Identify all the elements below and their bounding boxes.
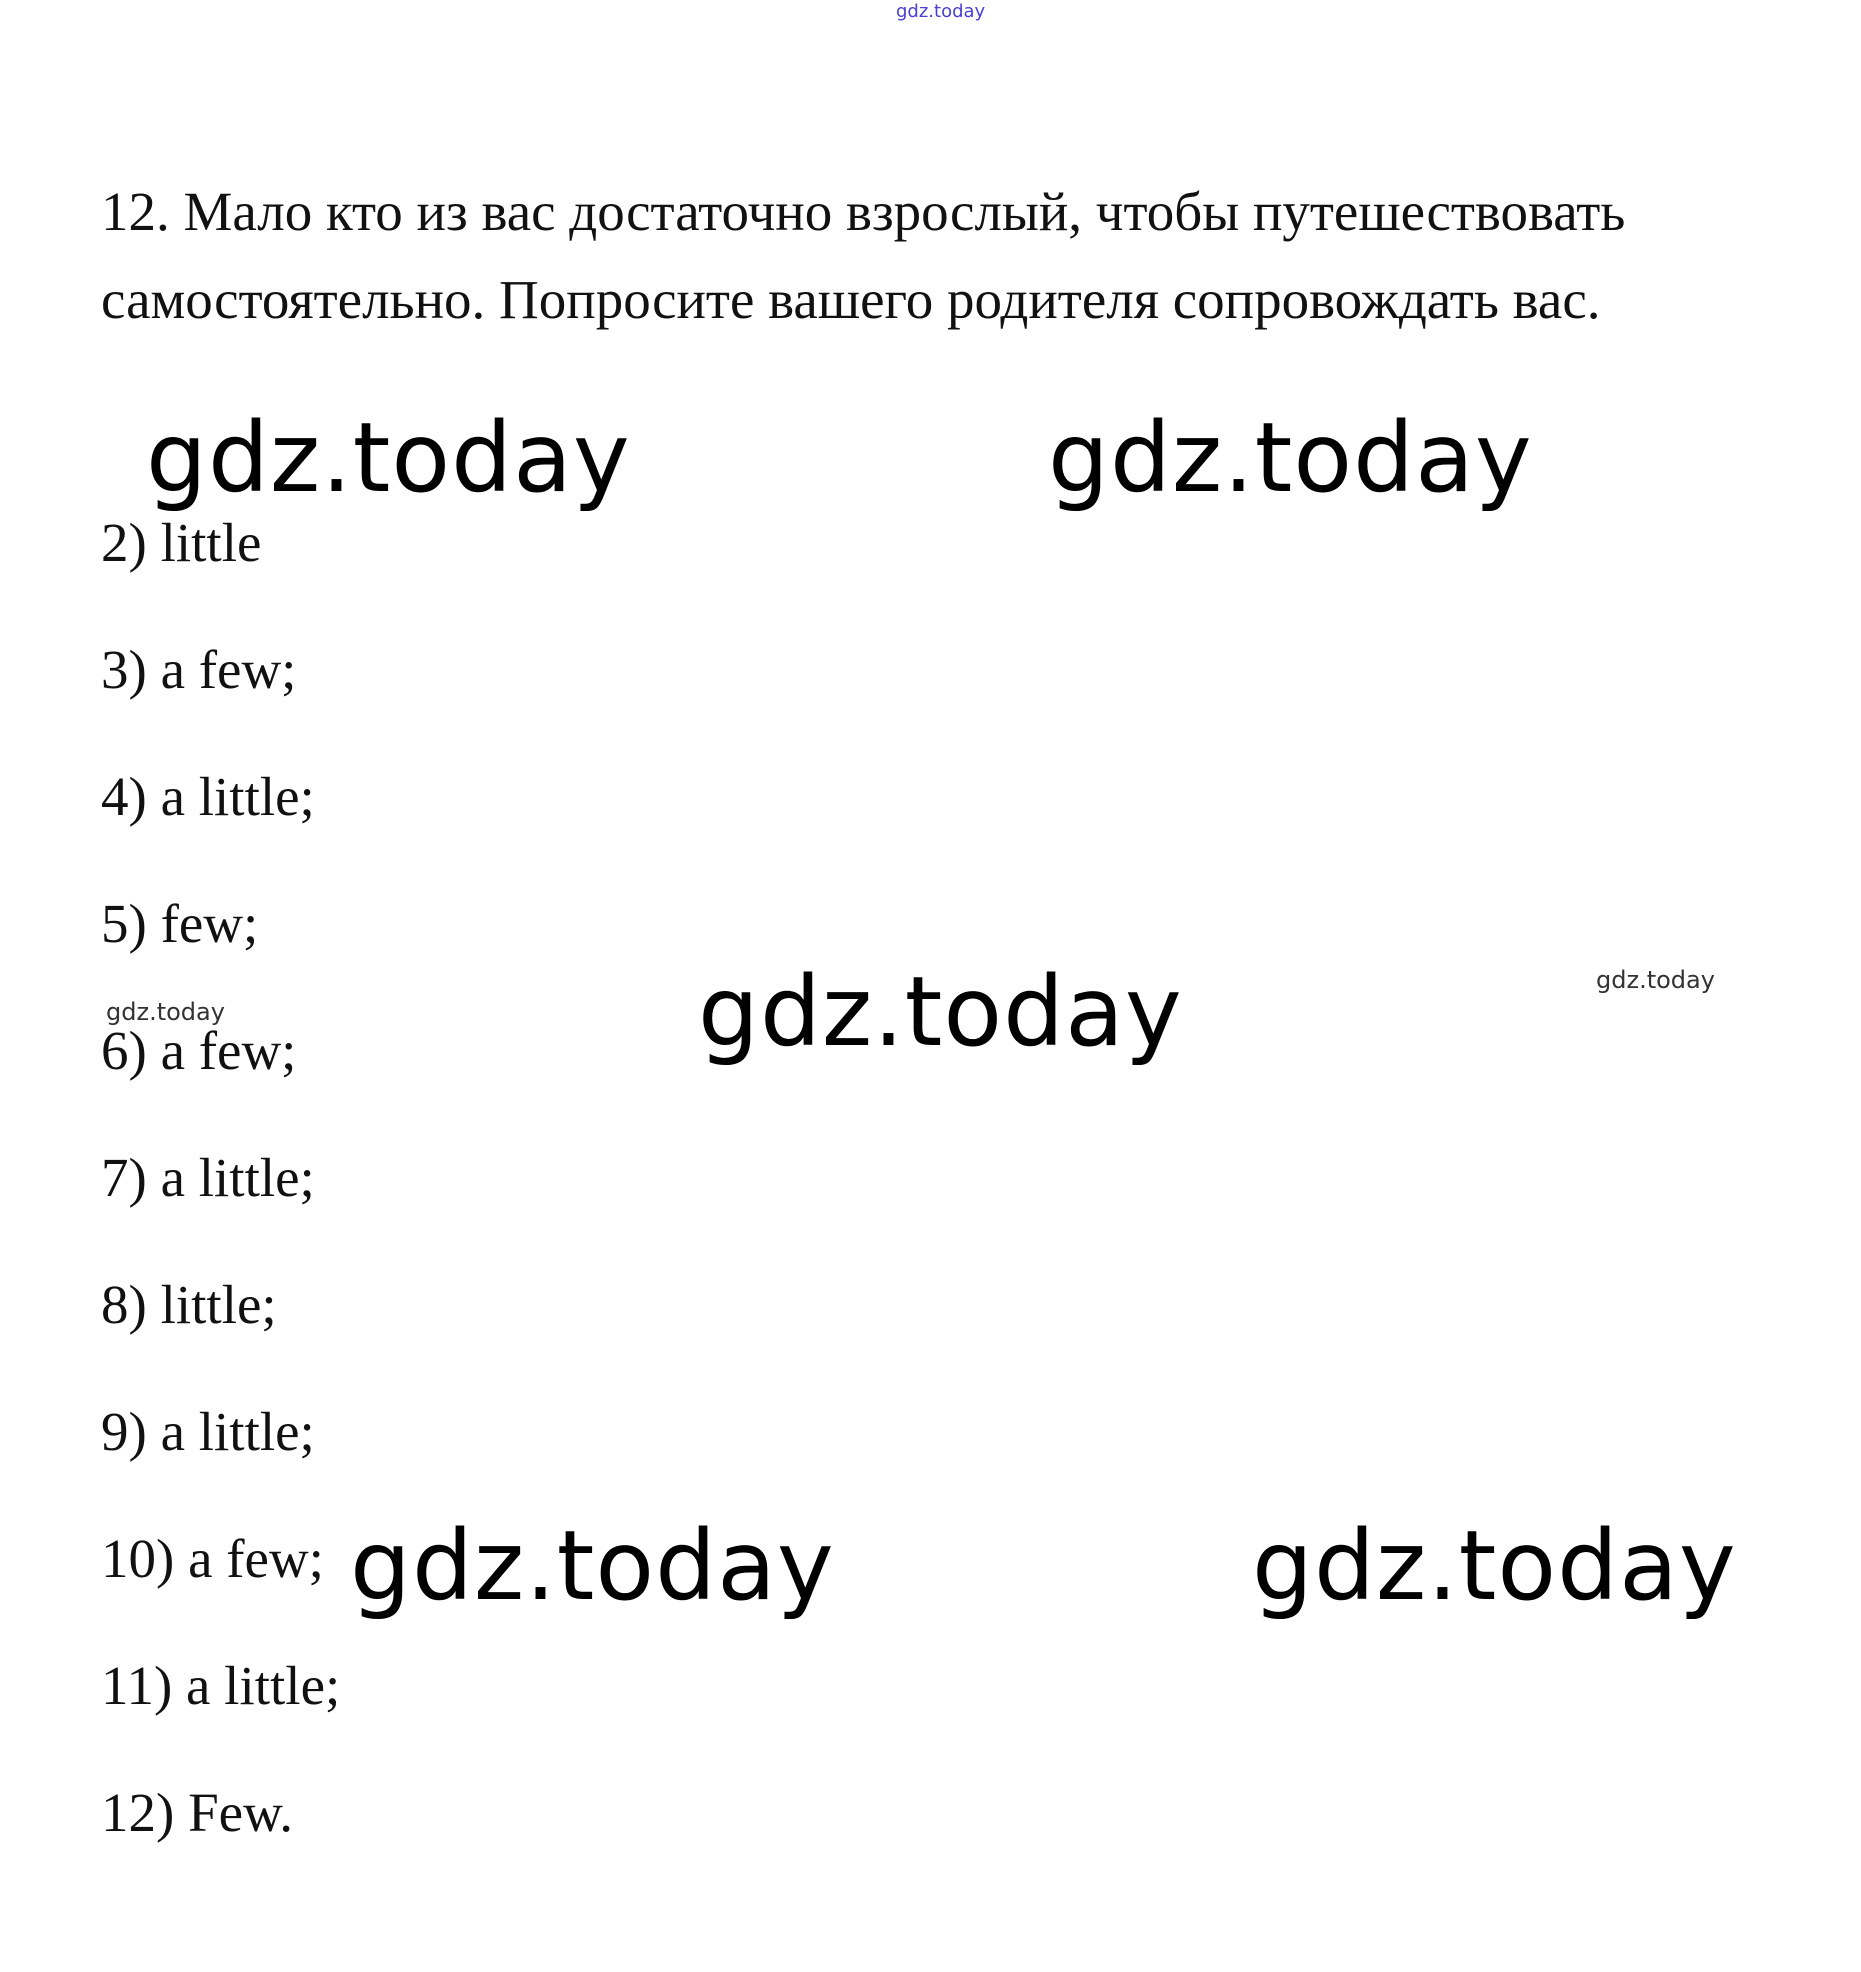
answer-item: 12) Few. [101, 1782, 293, 1843]
watermark-large: gdz.today [1252, 1510, 1737, 1622]
answer-item: 2) little [101, 512, 262, 573]
answer-item: 8) little; [101, 1274, 277, 1335]
answer-item: 6) a few; [101, 1020, 297, 1081]
answer-item: 7) a little; [101, 1147, 315, 1208]
task-paragraph: 12. Мало кто из вас достаточно взрослый, чтобы путешествовать самостоятельно. Попросите вашего родителя сопровождать вас. [101, 181, 1626, 330]
answer-item: 11) a little; [101, 1655, 341, 1716]
answer-item: 5) few; [101, 893, 259, 954]
watermark-large: gdz.today [698, 956, 1183, 1068]
watermark-large: gdz.today [146, 402, 631, 514]
watermark-top: gdz.today [896, 1, 986, 22]
answer-item: 4) a little; [101, 766, 315, 827]
answer-item: 10) a few; [101, 1528, 324, 1589]
watermark-small: gdz.today [1596, 966, 1715, 994]
answer-item: 9) a little; [101, 1401, 315, 1462]
watermark-small: gdz.today [106, 998, 225, 1026]
answer-item: 3) a few; [101, 639, 297, 700]
watermark-large: gdz.today [1048, 402, 1533, 514]
watermark-large: gdz.today [350, 1510, 835, 1622]
